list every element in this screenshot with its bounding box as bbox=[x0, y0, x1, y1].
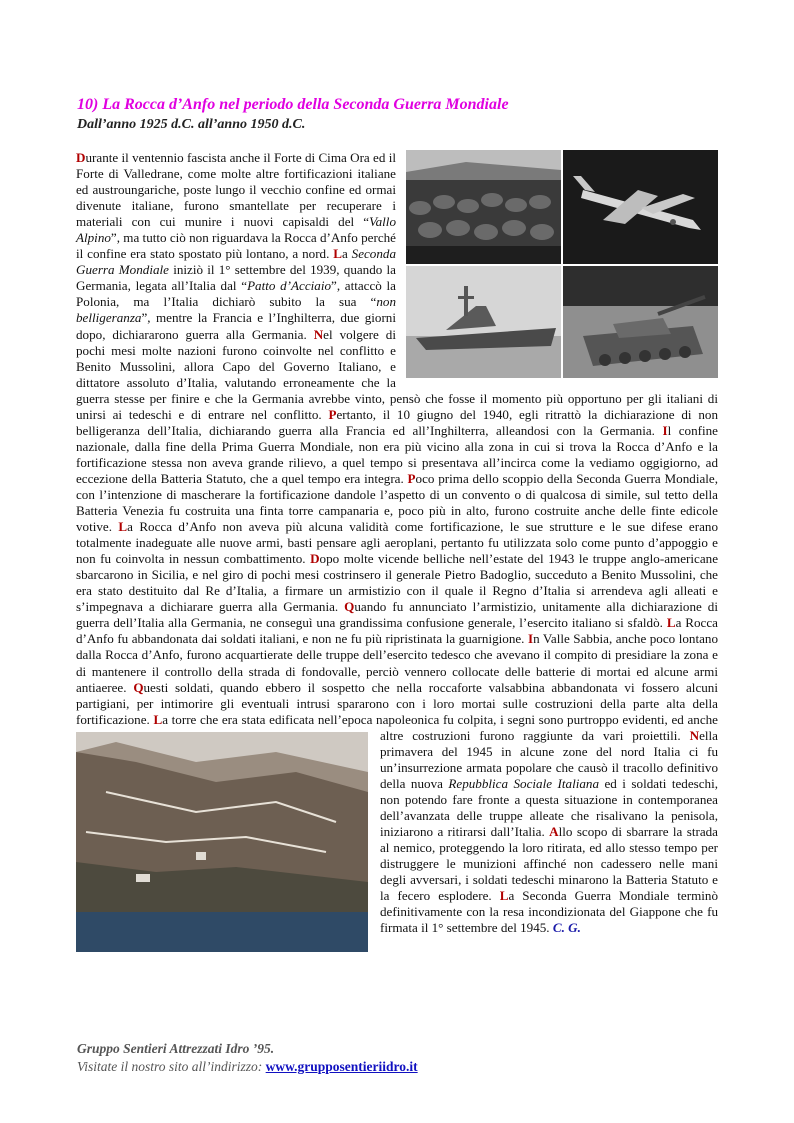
dropcap: L bbox=[153, 711, 163, 727]
dropcap: N bbox=[313, 326, 324, 342]
dropcap: I bbox=[662, 422, 668, 438]
website-line bbox=[77, 1059, 418, 1075]
paragraph-text: ”, attaccò la Polonia, ma l’Italia dichiarò subito la sua “ bbox=[76, 278, 396, 310]
dropcap: N bbox=[689, 727, 700, 743]
paragraph-text: a Rocca d’Anfo non aveva più alcuna validità come fortificazione, le sue strutture e le sue difese erano totalmente inadeguate alle nuove armi, basti pensare agli aeroplani, pertanto fu utilizzata solo come punto d’appoggio e non fu coinvolta in nessun combattimento. bbox=[76, 519, 718, 567]
war-photo-collage bbox=[406, 150, 718, 378]
paragraph-text: el volgere di pochi mesi molte nazioni furono coinvolte nel conflitto e Benito Mussolini, allora Capo del Governo Italiano, e dittatore assoluto d’Italia, valutando erroneamente che la guerra stesse per finire e che la Germania avrebbe vinto, pensò che fosse il momento più opportuno per gli italiani di unirsi ai tedeschi e di entrare nel conflitto. bbox=[76, 326, 718, 422]
dropcap: P bbox=[328, 406, 337, 422]
warship-photo bbox=[406, 266, 561, 378]
dropcap: L bbox=[333, 246, 342, 262]
website-link[interactable]: www.grupposentieriidro.it bbox=[265, 1059, 418, 1074]
paragraph-text: oco prima dello scoppio della Seconda Guerra Mondiale, con l’intenzione di mascherare la fortificazione dandole l’aspetto di un convento o di qualcosa di simile, sul tetto della Batteria Venezia fu costruita una finta torre campanaria e, poco più in alto, furono costruite anche delle finte edicole votive. bbox=[76, 470, 718, 535]
italic-term: non belligeranza bbox=[76, 294, 396, 326]
paragraph-text: ertanto, il 10 giugno del 1940, egli ritrattò la dichiarazione di non belligeranza dell’Italia, dichiarando guerra alla Francia ed all’Inghilterra, alleandosi con la Germania. bbox=[76, 406, 718, 438]
dropcap: I bbox=[527, 631, 534, 647]
paragraph-text: ”, ma tutto ciò non riguardava la Rocca d’Anfo perché il confine era stato spostato più lontano, a nord. bbox=[76, 230, 396, 262]
dropcap: D bbox=[310, 551, 320, 567]
paragraph-text: l confine nazionale, dalla fine della Prima Guerra Mondiale, non era più vicino alla zona in cui si trova la Rocca d’Anfo e la fortificazione stessa non aveva grande rilievo, a quel tempo si presentava all’incirca come la vediamo oggigiorno, ad eccezione della Batteria Statuto, che a quel tempo era integra. bbox=[76, 422, 718, 486]
website-prompt: Visitate il nostro sito all’indirizzo: bbox=[77, 1059, 266, 1074]
author-signature: C. G. bbox=[552, 920, 581, 936]
paragraph-text: uesti soldati, quando ebbero il sospetto che nella roccaforte valsabbina abbandonata vi fossero alcuni partigiani, per intimorire gli eventuali intrusi spararono con i loro mortai sulle costruzioni della parte alta della fortificazione. bbox=[76, 679, 718, 727]
dropcap: Q bbox=[133, 679, 144, 695]
italic-term: Seconda Guerra Mondiale bbox=[76, 246, 396, 278]
italic-term: Repubblica Sociale Italiana bbox=[448, 775, 599, 791]
page-title: 10) La Rocca d’Anfo nel periodo della Seconda Guerra Mondiale bbox=[77, 96, 509, 113]
paragraph-text: opo molte vicende belliche nell’estate del 1943 le truppe anglo-americane sbarcarono in Sicilia, e nel giro di pochi mesi costrinsero il generale Pietro Badoglio, succeduto a Benito Mussolini, che era stato destituito dal Re d’Italia, a firmare un armistizio con il quale il Regno d’Italia si arrendeva agli alleati e s’impegnava a dichiarare guerra alla Germania. bbox=[76, 551, 719, 615]
paragraph-text: ella primavera del 1945 in alcune zone del nord Italia ci fu un’insurrezione armata popolare che causò il tracollo definitivo della nuova bbox=[380, 727, 718, 791]
paragraph-text: a bbox=[341, 246, 352, 262]
landing-craft-photo bbox=[406, 150, 561, 264]
paragraph-text: llo scopo di sbarrare la strada al nemico, proteggendo la loro ritirata, ed allo stesso tempo per distruggere le munizioni affinché non cadessero nelle mani degli avversari, i soldati tedeschi minarono la Batteria Statuto e la fecero esplodere. bbox=[380, 823, 718, 904]
article-body bbox=[76, 150, 718, 952]
dropcap: P bbox=[407, 470, 416, 486]
paragraph-text: n Valle Sabbia, anche poco lontano dalla Rocca d’Anfo, furono acquartierate delle truppe dell’esercito tedesco che avevano il compito di presidiare la zona e di mantenere il controllo della strada di fondovalle, perciò vennero collocate delle batterie di mortai ed alcune armi antiaeree. bbox=[76, 631, 718, 695]
dropcap: L bbox=[118, 519, 128, 535]
dropcap: A bbox=[549, 823, 559, 839]
dropcap: L bbox=[499, 888, 509, 904]
paragraph-text: a Seconda Guerra Mondiale terminò definitivamente con la resa incondizionata del Giappone che fu firmata il 1° settembre del 1945. bbox=[380, 888, 718, 936]
paragraph-text: ed i soldati tedeschi, non potendo fare fronte a questa situazione in contemporanea dell’avanzata delle truppe alleate che risalivano la penisola, iniziarono a ritirarsi dall’Italia. bbox=[380, 775, 718, 839]
page-subtitle: Dall’anno 1925 d.C. all’anno 1950 d.C. bbox=[77, 117, 306, 132]
dropcap: L bbox=[666, 615, 676, 631]
paragraph-text: uando fu annunciato l’armistizio, unitamente alla dichiarazione di guerra dell’Italia alla Germania, ne conseguì una grandissima confusione generale, l’esercito italiano si sfaldò. bbox=[76, 599, 718, 631]
paragraph-text: ”, mentre la Francia e l’Inghilterra, due giorni dopo, dichiararono guerra alla Germania. bbox=[76, 310, 396, 342]
paragraph-text: a torre che era stata edificata nell’epoca napoleonica fu colpita, i segni sono purtroppo evidenti, ed anche altre costruzioni furono raggiunte da vari proiettili. bbox=[162, 711, 718, 743]
dropcap: D bbox=[76, 150, 86, 165]
dropcap: Q bbox=[344, 599, 355, 615]
tank-photo bbox=[563, 266, 718, 378]
rocca-anfo-photo bbox=[76, 732, 368, 952]
paragraph-text: a Rocca d’Anfo fu abbandonata dai soldati italiani, e non ne fu più ripristinata la guarnigione. bbox=[76, 615, 718, 647]
paragraph-text: iniziò il 1° settembre del 1939, quando la Germania, legata all’Italia dal “ bbox=[76, 262, 396, 294]
group-name: Gruppo Sentieri Attrezzati Idro ’95. bbox=[77, 1041, 275, 1056]
bomber-photo bbox=[563, 150, 718, 264]
paragraph-text: urante il ventennio fascista anche il Forte di Cima Ora ed il Forte di Valledrane, come molte altre fortificazioni italiane ed austroungariche, poste lungo il vecchio confine ed ormai divenute italiane, furono smantellate per recuperare i materiali con cui munire i nuovi capisaldi del “ bbox=[76, 150, 396, 230]
italic-term: Vallo Alpino bbox=[76, 214, 396, 246]
italic-term: Patto d’Acciaio bbox=[247, 278, 332, 294]
